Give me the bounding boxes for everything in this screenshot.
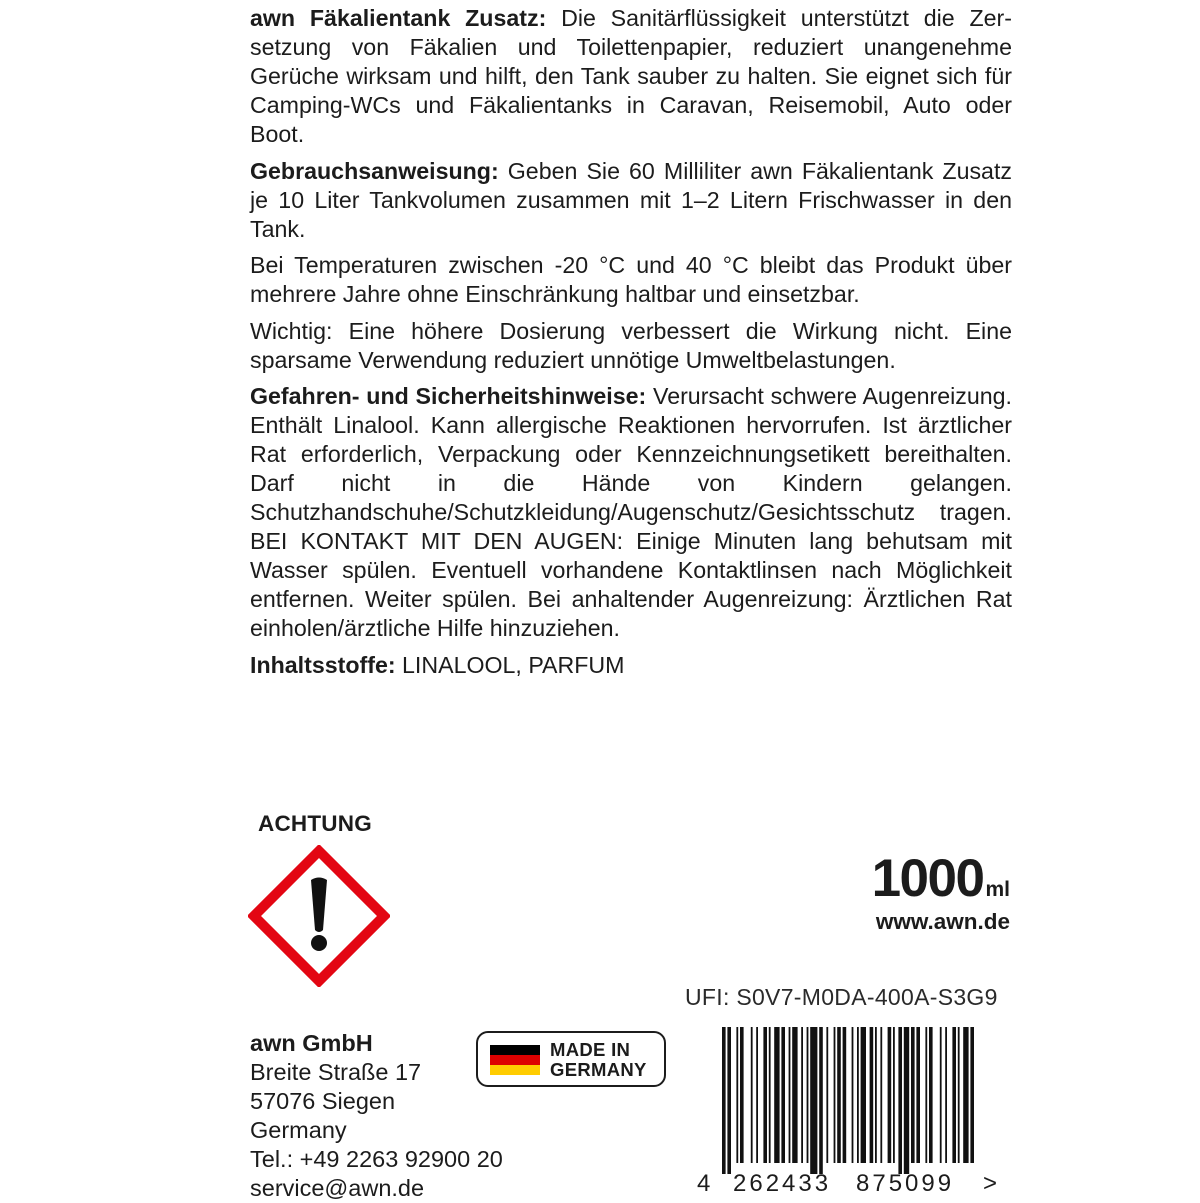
barcode-group2: 875099	[856, 1170, 955, 1197]
safety-paragraph	[250, 382, 1012, 643]
barcode-bar	[852, 1027, 854, 1163]
barcode-bar	[952, 1027, 956, 1163]
exclamation-mark-icon	[248, 845, 390, 987]
intro-paragraph	[250, 4, 1012, 149]
company-street: Breite Straße 17	[250, 1059, 422, 1085]
volume-unit: ml	[985, 878, 1010, 901]
barcode-bar	[958, 1027, 960, 1163]
barcode-bar	[963, 1027, 968, 1163]
made-in-line1: MADE IN	[550, 1039, 631, 1060]
barcode-bar	[769, 1027, 771, 1163]
barcode-bar	[925, 1027, 927, 1163]
barcode-bar	[898, 1027, 902, 1174]
barcode-bar	[740, 1027, 744, 1163]
safety-heading: Gefahren- und Sicherheitshinweise:	[250, 383, 647, 409]
barcode-bar	[837, 1027, 841, 1163]
barcode-bar	[792, 1027, 797, 1163]
company-phone: Tel.: +49 2263 92900 20	[250, 1146, 503, 1172]
barcode-bar	[888, 1027, 892, 1163]
barcode-bar	[751, 1027, 753, 1163]
ingredients-paragraph	[250, 651, 1012, 680]
barcode-bar	[970, 1027, 974, 1163]
usage-paragraph	[250, 157, 1012, 244]
barcode-group1: 262433	[733, 1170, 832, 1197]
product-description	[250, 4, 1012, 687]
barcode-bar	[911, 1027, 915, 1163]
barcode-bar	[801, 1027, 803, 1163]
barcode-bar	[722, 1027, 726, 1174]
volume-number: 1000	[871, 849, 984, 908]
dosage-note-paragraph: Wichtig: Eine höhere Dosierung verbessert die Wirkung nicht. Eine sparsame Verwendung reduziert unnötige Umweltbelastungen.	[250, 317, 1012, 373]
barcode	[720, 1027, 980, 1174]
made-in-label	[550, 1040, 647, 1080]
barcode-bar	[756, 1027, 758, 1163]
product-name-heading: awn Fäkalientank Zusatz:	[250, 5, 547, 31]
company-email[interactable]: service@awn.de	[250, 1175, 425, 1201]
barcode-bar	[763, 1027, 767, 1163]
barcode-bar	[861, 1027, 866, 1163]
barcode-first-digit: 4	[697, 1170, 711, 1197]
barcode-bar	[940, 1027, 942, 1163]
ingredients-heading: Inhaltsstoffe:	[250, 651, 396, 678]
barcode-bar	[945, 1027, 947, 1163]
made-in-germany-badge	[476, 1031, 666, 1087]
made-in-line2: GERMANY	[550, 1059, 647, 1080]
website-link[interactable]: www.awn.de	[875, 909, 1010, 934]
usage-text: Geben Sie 60 Milliliter awn Fäkalientank Zusatz je 10 Liter Tankvolumen zusammen mit 1–2 Litern Frischwasser in den Tank.	[250, 157, 1012, 242]
barcode-bar	[904, 1027, 909, 1174]
barcode-bar	[843, 1027, 847, 1163]
safety-text: Verursacht schwere Augenreizung. Enthält Linalool. Kann allergische Reaktionen hervorrufen. Ist ärztlicher Rat erforderlich, Verpackung oder Kennzeichnungsetikett bereithalten. Darf nicht in die Hände von Kindern gelangen. Schutzhandschuhe/Schutzkleidung/Augenschutz/Gesichtsschutz tragen. BEI KONTAKT MIT DEN AUGEN: Einige Minuten lang behutsam mit Wasser spülen. Eventuell vorhandene Kontaktlinsen nach Möglichkeit entfernen. Weiter spülen. Bei anhaltender Augenreizung: Ärztlichen Rat einholen/ärztliche Hilfe hinzuziehen.	[250, 383, 1012, 641]
ingredients-text: LINALOOL, PARFUM	[395, 651, 625, 678]
barcode-bar	[870, 1027, 874, 1163]
barcode-bar	[789, 1027, 791, 1163]
barcode-bar	[807, 1027, 809, 1163]
barcode-bar	[875, 1027, 877, 1163]
company-city: 57076 Siegen	[250, 1088, 396, 1114]
company-name: awn GmbH	[250, 1030, 373, 1056]
barcode-bar	[916, 1027, 920, 1163]
barcode-bar	[819, 1027, 823, 1174]
barcode-bar	[810, 1027, 817, 1174]
barcode-end-marker: >	[983, 1170, 998, 1197]
barcode-bar	[857, 1027, 859, 1163]
usage-heading: Gebrauchsanweisung:	[250, 157, 499, 184]
barcode-bar	[929, 1027, 933, 1163]
german-flag-icon	[490, 1045, 540, 1075]
storage-paragraph: Bei Temperaturen zwischen -20 °C und 40 °C bleibt das Produkt über mehrere Jahre ohne Einschränkung haltbar und einsetzbar.	[250, 252, 1012, 307]
barcode-bar	[893, 1027, 895, 1163]
ufi-code: UFI: S0V7-M0DA-400A-S3G9	[685, 984, 998, 1010]
barcode-bar	[774, 1027, 779, 1163]
barcode-bar	[727, 1027, 731, 1174]
barcode-bar	[736, 1027, 738, 1163]
company-country: Germany	[250, 1117, 347, 1143]
signal-word: ACHTUNG	[258, 811, 372, 836]
barcode-bar	[781, 1027, 785, 1163]
volume-label	[872, 848, 1010, 909]
barcode-bar	[834, 1027, 836, 1163]
barcode-bar	[826, 1027, 828, 1163]
company-address	[250, 1029, 503, 1203]
barcode-bar	[880, 1027, 882, 1163]
intro-text: Die Sanitärflüssigkeit unterstützt die Zersetzung von Fäkalien und Toilettenpapier, reduziert unangenehme Gerüche wirksam und hilft, den Tank sauber zu halten. Sie eignet sich für Camping-WCs und Fäkalientanks in Caravan, Reisemobil, Auto oder Boot.	[250, 5, 1013, 147]
